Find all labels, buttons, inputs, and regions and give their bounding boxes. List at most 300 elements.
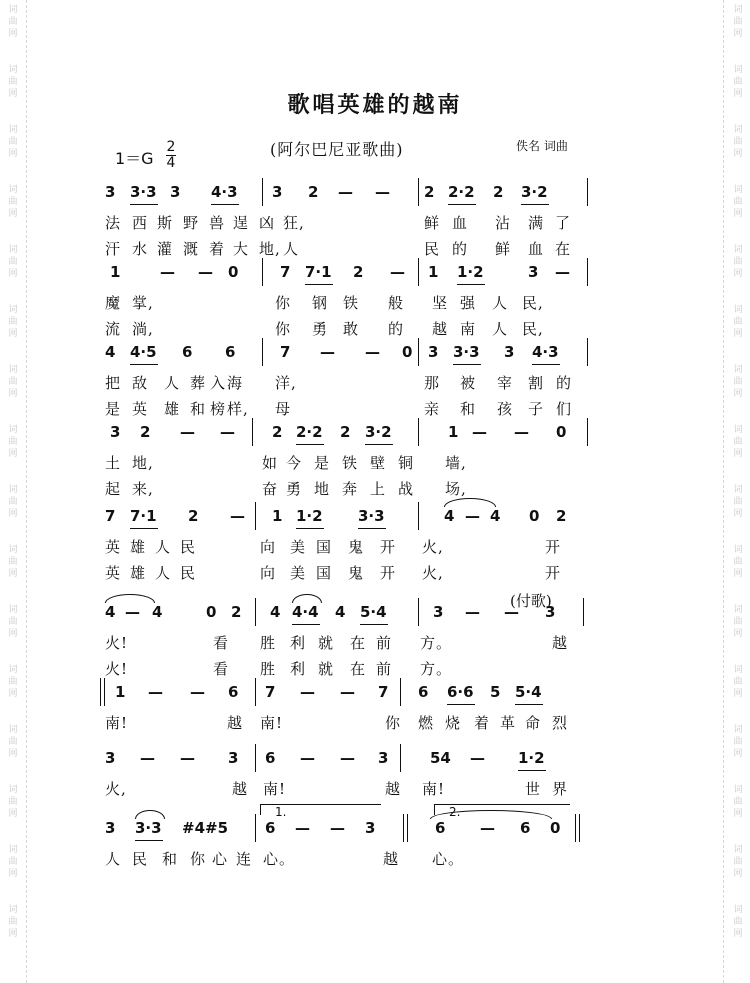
tie-slur [292,594,322,603]
lyric-syllable: 上 [370,480,387,498]
lyric-syllable: 野 [183,214,200,232]
watermark-char: 词 [8,605,18,615]
meter-top: 2 [166,139,176,155]
note: — [555,263,570,281]
lyric-syllable: 铁 [343,294,360,312]
note: — [140,749,155,767]
lyric-syllable: 子 [528,400,545,418]
ending-label: 2. [449,805,461,819]
note: 4·3 [532,343,559,361]
beam-underline [447,704,475,705]
barline [255,502,256,530]
note: 5·4 [515,683,542,701]
watermark-text [6,244,20,280]
lyric-syllable: 地, [259,240,281,258]
lyric-syllable: 鬼 [348,538,365,556]
beam-underline [365,444,393,445]
note: 2 [424,183,435,201]
watermark-char: 曲 [8,377,18,387]
repeat-barline [403,814,404,842]
note: — [300,683,315,701]
lyric-syllable: 火! [105,634,129,652]
lyric-syllable: 水 [132,240,149,258]
lyric-syllable: 开 [545,564,562,582]
watermark-char: 网 [733,389,743,399]
note: 1 [428,263,439,281]
watermark-char: 网 [733,809,743,819]
watermark-text [731,304,745,340]
note: — [160,263,175,281]
note: 2 [188,507,199,525]
watermark-char: 曲 [8,737,18,747]
watermark-text [6,544,20,580]
watermark-text [731,604,745,640]
barline [418,178,419,206]
watermark-char: 曲 [8,317,18,327]
note: #4#5 [182,819,229,837]
lyric-syllable: 烧 [445,714,462,732]
lyric-syllable: 起 [105,480,122,498]
lyric-syllable: 亲 [424,400,441,418]
lyric-syllable: 越 [232,780,249,798]
note: 3 [428,343,439,361]
note: 0 [228,263,239,281]
lyric-syllable: 和 [460,400,477,418]
lyric-syllable: 方。 [420,634,453,652]
lyric-syllable: 淌, [132,320,154,338]
barline [418,258,419,286]
watermark-text [6,844,20,880]
key-signature: 1＝G [115,149,154,168]
lyric-syllable: 般 [388,294,405,312]
lyric-syllable: 越 [432,320,449,338]
note: 3·3 [135,819,162,837]
lyric-syllable: 在 [555,240,572,258]
lyric-syllable: 地 [314,480,331,498]
lyric-syllable: 逞 [233,214,250,232]
watermark-char: 词 [733,545,743,555]
lyric-syllable: 人 [492,320,509,338]
watermark-char: 词 [733,5,743,15]
lyric-syllable: 海 [227,374,244,392]
watermark-char: 词 [8,125,18,135]
watermark-text [731,4,745,40]
watermark-text [731,484,745,520]
lyric-syllable: 方。 [420,660,453,678]
note: 6 [265,749,276,767]
lyric-syllable: 民, [522,294,544,312]
lyrics-verse-2 [100,318,600,340]
watermark-char: 曲 [733,317,743,327]
lyric-syllable: 狂, [283,214,305,232]
lyric-syllable: 火, [422,538,444,556]
barline [587,258,588,286]
watermark-text [6,4,20,40]
lyric-syllable: 利 [290,660,307,678]
note: 7 [378,683,389,701]
watermark-char: 网 [733,449,743,459]
note: — [125,603,140,621]
lyric-syllable: 大 [233,240,250,258]
lyric-syllable: 的 [388,320,405,338]
watermark-char: 词 [733,665,743,675]
watermark-char: 网 [733,749,743,759]
beam-underline [532,364,560,365]
watermark-char: 曲 [733,437,743,447]
barline [587,338,588,366]
lyric-syllable: 越 [227,714,244,732]
watermark-text [6,184,20,220]
repeat-barline [575,814,576,842]
lyric-syllable: 利 [290,634,307,652]
lyric-syllable: 民 [424,240,441,258]
watermark-char: 曲 [8,557,18,567]
lyric-syllable: 国 [316,538,333,556]
note: — [300,749,315,767]
barline [418,598,419,626]
lyric-syllable: 样, [227,400,249,418]
notation-row [100,506,600,530]
lyric-syllable: 场, [445,480,467,498]
beam-underline [515,704,543,705]
lyric-syllable: 南! [105,714,129,732]
lyric-syllable: 地, [132,454,154,472]
watermark-char: 曲 [8,797,18,807]
watermark-char: 网 [8,149,18,159]
lyric-syllable: 向 [260,538,277,556]
note: 2 [140,423,151,441]
beam-underline [521,204,549,205]
watermark-text [6,124,20,160]
note: 2 [556,507,567,525]
note: 3·3 [130,183,157,201]
watermark-text [731,724,745,760]
lyric-syllable: 敢 [343,320,360,338]
note: — [470,749,485,767]
note: 3 [105,183,116,201]
lyric-syllable: 灌 [157,240,174,258]
watermark-char: 网 [733,149,743,159]
lyric-syllable: 掌, [132,294,154,312]
note: — [198,263,213,281]
watermark-char: 网 [733,29,743,39]
note: 3 [105,749,116,767]
watermark-char: 网 [8,509,18,519]
note: — [390,263,405,281]
watermark-text [731,424,745,460]
lyric-syllable: 勇 [286,480,303,498]
lyric-syllable: 英 [105,538,122,556]
lyric-syllable: 革 [500,714,517,732]
watermark-char: 网 [8,869,18,879]
lyric-syllable: 孩 [497,400,514,418]
lyric-syllable: 了 [555,214,572,232]
note: — [148,683,163,701]
notation-row [100,818,600,842]
note: 0 [402,343,413,361]
watermark-char: 词 [8,65,18,75]
note: — [180,423,195,441]
lyrics-verse-2 [100,398,600,420]
note: 1·2 [296,507,323,525]
note: 2·2 [296,423,323,441]
lyrics-verse-1 [100,632,600,654]
watermark-char: 网 [8,689,18,699]
lyric-syllable: 在 [350,660,367,678]
beam-underline [358,528,386,529]
lyrics-verse-1 [100,452,600,474]
note: 0 [529,507,540,525]
watermark-char: 词 [8,845,18,855]
watermark-text [6,784,20,820]
watermark-char: 网 [8,209,18,219]
watermark-char: 网 [8,449,18,459]
watermark-char: 网 [8,929,18,939]
watermark-text [731,244,745,280]
beam-underline [518,770,546,771]
note: 3·3 [453,343,480,361]
watermark-char: 曲 [733,257,743,267]
note: 3 [433,603,444,621]
note: — [340,749,355,767]
watermark-text [6,664,20,700]
lyric-syllable: 开 [380,538,397,556]
lyric-syllable: 是 [105,400,122,418]
note: 4 [152,603,163,621]
lyric-syllable: 着 [209,240,226,258]
lyric-syllable: 人 [283,240,300,258]
beam-underline [292,624,320,625]
note: 0 [550,819,561,837]
watermark-text [6,484,20,520]
watermark-char: 曲 [733,77,743,87]
chorus-label: (付歌) [510,592,552,610]
lyric-syllable: 民 [132,850,149,868]
barline [418,418,419,446]
note: 4 [105,343,116,361]
lyric-syllable: 被 [460,374,477,392]
watermark-char: 网 [733,629,743,639]
watermark-char: 词 [733,725,743,735]
note: 0 [206,603,217,621]
note: 2 [272,423,283,441]
watermark-char: 曲 [733,677,743,687]
lyrics-verse-1 [100,372,600,394]
note: 7·1 [130,507,157,525]
lyric-syllable: 法 [105,214,122,232]
beam-underline [360,624,388,625]
lyric-syllable: 前 [376,634,393,652]
lyric-syllable: 胜 [260,634,277,652]
note: 3·2 [521,183,548,201]
lyric-syllable: 血 [528,240,545,258]
watermark-char: 曲 [8,137,18,147]
watermark-char: 词 [733,785,743,795]
lyric-syllable: 和 [190,400,207,418]
note: 3 [504,343,515,361]
watermark-char: 曲 [733,17,743,27]
watermark-char: 网 [733,269,743,279]
song-credit: 佚名 词曲 [516,139,568,153]
lyric-syllable: 鲜 [495,240,512,258]
note: 3 [365,819,376,837]
note: — [365,343,380,361]
watermark-text [731,784,745,820]
note: — [465,507,480,525]
lyric-syllable: 奋 [262,480,279,498]
note: 3 [378,749,389,767]
lyric-syllable: 汗 [105,240,122,258]
note: — [375,183,390,201]
lyric-syllable: 民 [180,564,197,582]
note: 6 [265,819,276,837]
note: 7 [105,507,116,525]
watermark-char: 网 [8,269,18,279]
lyric-syllable: 流 [105,320,122,338]
lyrics-verse-2 [100,478,600,500]
watermark-char: 词 [8,305,18,315]
note: 4 [444,507,455,525]
notation-row [100,682,600,706]
lyrics-verse-1 [100,212,600,234]
lyric-syllable: 人 [105,850,122,868]
lyric-syllable: 人 [155,538,172,556]
note: 2·2 [448,183,475,201]
second-ending-bracket [434,804,570,819]
note: — [465,603,480,621]
note: 6 [228,683,239,701]
note: — [480,819,495,837]
first-ending-bracket [260,804,381,819]
note: 2 [353,263,364,281]
watermark-char: 词 [733,605,743,615]
note: 5 [490,683,501,701]
watermark-char: 词 [8,425,18,435]
note: 1·2 [518,749,545,767]
lyric-syllable: 美 [290,564,307,582]
barline [400,744,401,772]
lyric-syllable: 火, [422,564,444,582]
barline [587,418,588,446]
watermark-char: 曲 [733,737,743,747]
lyrics-verse-2 [100,238,600,260]
watermark-char: 曲 [733,197,743,207]
lyric-syllable: 开 [380,564,397,582]
meter-bottom: 4 [166,155,176,171]
watermark-char: 曲 [8,77,18,87]
lyrics-verse-2 [100,658,600,680]
watermark-char: 网 [733,509,743,519]
lyric-syllable: 割 [528,374,545,392]
lyric-syllable: 魔 [105,294,122,312]
barline [255,814,256,842]
lyric-syllable: 雄 [164,400,181,418]
watermark-char: 网 [733,329,743,339]
lyric-syllable: 鲜 [424,214,441,232]
lyric-syllable: 前 [376,660,393,678]
lyric-syllable: 和 [162,850,179,868]
lyric-syllable: 烈 [552,714,569,732]
lyric-syllable: 满 [528,214,545,232]
note: 1 [110,263,121,281]
note: 7 [265,683,276,701]
watermark-char: 曲 [733,557,743,567]
lyric-syllable: 强 [460,294,477,312]
lyric-syllable: 越 [385,780,402,798]
lyric-syllable: 南 [460,320,477,338]
lyric-syllable: 命 [525,714,542,732]
lyric-syllable: 看 [213,660,230,678]
lyric-syllable: 你 [275,320,292,338]
watermark-text [6,904,20,940]
lyric-syllable: 人 [164,374,181,392]
lyric-syllable: 界 [552,780,569,798]
watermark-text [731,664,745,700]
lyric-syllable: 在 [350,634,367,652]
watermark-text [731,124,745,160]
watermark-char: 曲 [8,437,18,447]
lyric-syllable: 西 [132,214,149,232]
watermark-text [6,364,20,400]
note: 6·6 [447,683,474,701]
watermark-char: 曲 [733,617,743,627]
song-title: 歌唱英雄的越南 [287,93,463,118]
note: — [230,507,245,525]
note: — [472,423,487,441]
watermark-char: 网 [8,89,18,99]
note: 4 [105,603,116,621]
watermark-char: 网 [8,749,18,759]
lyric-syllable: 血 [452,214,469,232]
watermark-char: 曲 [8,197,18,207]
note: — [504,603,519,621]
barline [587,178,588,206]
note: 3·3 [358,507,385,525]
lyric-syllable: 着 [474,714,491,732]
lyric-syllable: 开 [545,538,562,556]
lyric-syllable: 南! [422,780,446,798]
lyric-syllable: 的 [452,240,469,258]
note: 3·2 [365,423,392,441]
lyric-syllable: 人 [155,564,172,582]
lyric-syllable: 墙, [445,454,467,472]
tie-slur [135,810,165,819]
time-signature [166,140,176,171]
barline [400,678,401,706]
lyric-syllable: 美 [290,538,307,556]
watermark-char: 词 [8,485,18,495]
lyric-syllable: 你 [385,714,402,732]
lyric-syllable: 兽 [209,214,226,232]
watermark-text [731,544,745,580]
lyric-syllable: 连 [236,850,253,868]
watermark-char: 词 [733,845,743,855]
watermark-text [6,304,20,340]
watermark-char: 曲 [8,617,18,627]
note: — [220,423,235,441]
barline [418,502,419,530]
tie-slur [105,594,155,603]
watermark-char: 曲 [8,857,18,867]
lyric-syllable: 洋, [275,374,297,392]
watermark-char: 词 [733,125,743,135]
note: 4 [490,507,501,525]
lyric-syllable: 铁 [342,454,359,472]
watermark-text [6,424,20,460]
beam-underline [135,840,163,841]
watermark-char: 网 [8,29,18,39]
note: 3 [528,263,539,281]
